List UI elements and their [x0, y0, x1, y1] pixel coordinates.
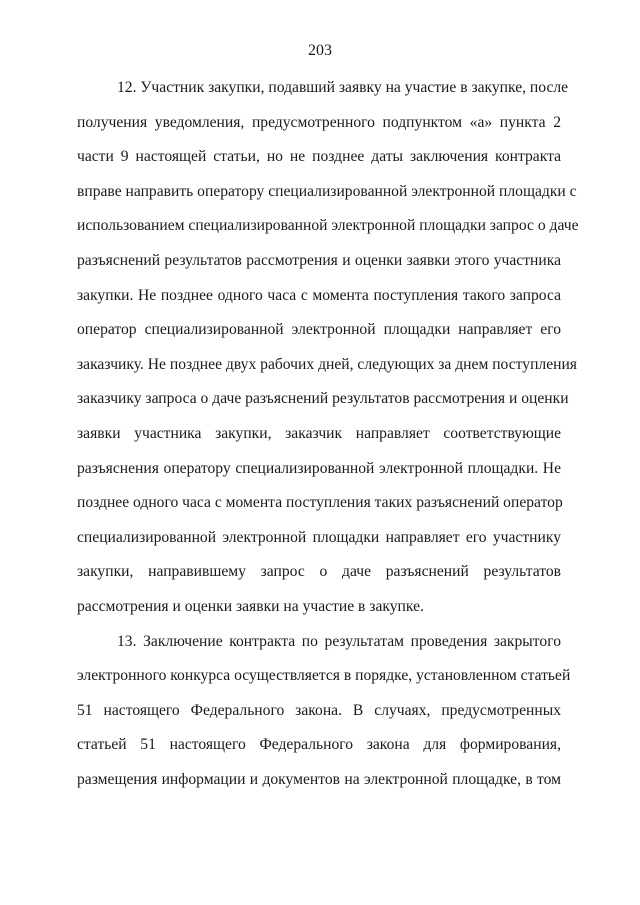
text-line: разъяснения оператору специализированной электронной площадки. Не: [77, 459, 561, 477]
text-line: закупки. Не позднее одного часа с момента поступления такого запроса: [77, 286, 561, 304]
text-line: рассмотрения и оценки заявки на участие в закупке.: [77, 597, 424, 615]
text-line: использованием специализированной электронной площадки запрос о даче: [77, 217, 579, 235]
text-line: электронного конкурса осуществляется в порядке, установленном статьей: [77, 667, 571, 685]
text-line: статьей 51 настоящего Федерального закона для формирования,: [77, 736, 561, 754]
paragraph-item-12: [77, 76, 579, 630]
text-line: заказчику запроса о даче разъяснений результатов рассмотрения и оценки: [77, 390, 569, 408]
text-line: получения уведомления, предусмотренного подпунктом «а» пункта 2: [77, 113, 561, 131]
text-line: заказчику. Не позднее двух рабочих дней, следующих за днем поступления: [77, 355, 577, 373]
text-line: 51 настоящего Федерального закона. В случаях, предусмотренных: [77, 701, 561, 719]
text-line: специализированной электронной площадки направляет его участнику: [77, 528, 561, 546]
text-line: 12. Участник закупки, подавший заявку на участие в закупке, после: [117, 79, 569, 96]
document-body: [77, 76, 579, 802]
page-number: 203: [308, 42, 332, 59]
text-line: вправе направить оператору специализированной электронной площадки с: [77, 182, 577, 200]
paragraph-item-13: [77, 630, 571, 803]
text-line: закупки, направившему запрос о даче разъяснений результатов: [77, 563, 561, 581]
text-line: 13. Заключение контракта по результатам проведения закрытого: [117, 632, 561, 650]
text-line: оператор специализированной электронной площадки направляет его: [77, 321, 561, 339]
text-line: части 9 настоящей статьи, но не позднее даты заключения контракта: [77, 148, 561, 166]
text-line: позднее одного часа с момента поступления таких разъяснений оператор: [77, 494, 563, 512]
text-line: размещения информации и документов на электронной площадке, в том: [77, 770, 561, 788]
text-line: разъяснений результатов рассмотрения и оценки заявки этого участника: [77, 251, 561, 269]
text-line: заявки участника закупки, заказчик направляет соответствующие: [77, 424, 561, 442]
